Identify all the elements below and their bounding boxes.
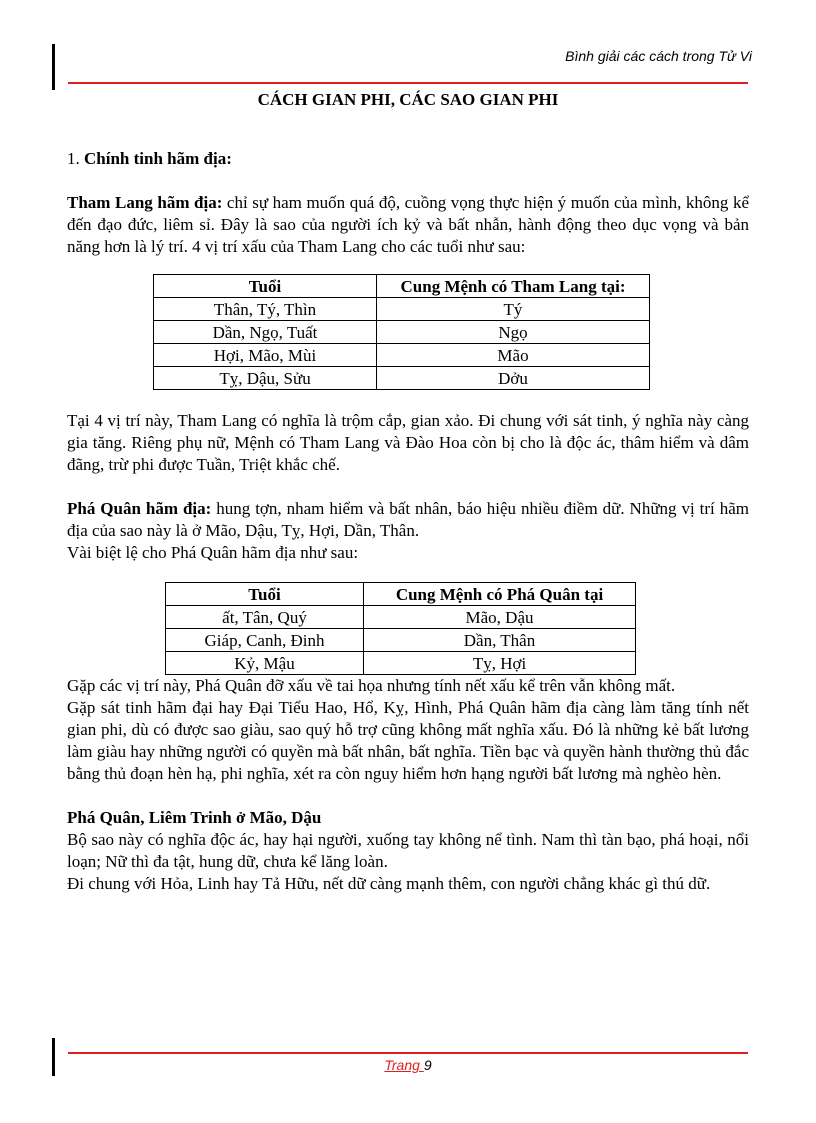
page-label-link[interactable]: Trang xyxy=(384,1057,424,1073)
table-header-row xyxy=(166,583,636,606)
table-row xyxy=(154,321,650,344)
table-row xyxy=(154,298,650,321)
page-footer xyxy=(0,1057,816,1073)
table-cell: Dởu xyxy=(377,367,650,390)
pq-lt-paragraph-1: Bộ sao này có nghĩa độc ác, hay hại người, xuống tay không nể tình. Nam thì tàn bạo, phá hoại, nổi loạn; Nữ thì đa tật, hung dữ, chưa kể lăng loàn. xyxy=(67,830,749,871)
table-header-row xyxy=(154,275,650,298)
tham-lang-paragraph xyxy=(67,192,749,258)
pq-lt-title: Phá Quân, Liêm Trinh ở Mão, Dậu xyxy=(67,808,322,827)
pha-quan-intro: Vài biệt lệ cho Phá Quân hãm địa như sau: xyxy=(67,543,359,562)
table-row xyxy=(154,344,650,367)
pha-quan-note-1: Gặp các vị trí này, Phá Quân đỡ xấu về tai họa nhưng tính nết xấu kể trên vẫn không mất. xyxy=(67,676,676,695)
pha-quan-note-2: Gặp sát tinh hãm đại hay Đại Tiểu Hao, Hổ, Kỵ, Hình, Phá Quân hãm địa càng làm tăng tính nết gian phi, dù có được sao giàu, sao quý hỗ trợ cũng không mất nghĩa xấu. Đó là những kẻ bất lương làm giàu hay những người có quyền mà bất nhân, bất nghĩa. Tiền bạc và quyền hành thường thủ đắc bằng thủ đoạn hèn hạ, phi nghĩa, xét ra còn nguy hiểm hơn hạng người bất lương mà nghèo hèn. xyxy=(67,698,749,783)
table-header-cell: Tuổi xyxy=(166,583,364,606)
document-body xyxy=(67,148,749,895)
table-cell: Dần, Thân xyxy=(364,629,636,652)
table-header-cell: Cung Mệnh có Phá Quân tại xyxy=(364,583,636,606)
table-cell: Giáp, Canh, Đinh xyxy=(166,629,364,652)
table-cell: Kỷ, Mậu xyxy=(166,652,364,675)
pq-lt-heading xyxy=(67,807,749,829)
pq-lt-paragraph-2: Đi chung với Hỏa, Linh hay Tả Hữu, nết dữ càng mạnh thêm, con người chẳng khác gì thú dữ. xyxy=(67,874,711,893)
table-cell: Mão xyxy=(377,344,650,367)
footer-rule xyxy=(68,1052,748,1054)
tham-lang-note: Tại 4 vị trí này, Tham Lang có nghĩa là trộm cắp, gian xảo. Đi chung với sát tinh, ý nghĩa này càng gia tăng. Riêng phụ nữ, Mệnh có Tham Lang và Đào Hoa còn bị cho là độc ác, thâm hiểm và dâm đãng, trừ phi được Tuần, Triệt khắc chế. xyxy=(67,411,749,474)
pha-quan-paragraph xyxy=(67,498,749,542)
table-row xyxy=(166,629,636,652)
table-header-cell: Cung Mệnh có Tham Lang tại: xyxy=(377,275,650,298)
table-cell: ất, Tân, Quý xyxy=(166,606,364,629)
section-number: 1. xyxy=(67,149,84,168)
table-cell: Ngọ xyxy=(377,321,650,344)
table-row xyxy=(166,606,636,629)
tham-lang-text: chỉ sự ham muốn quá độ, cuồng vọng thực hiện ý muốn của mình, không kể đến đạo đức, liêm sỉ. Đây là sao của người ích kỷ và bất nhẫn, hành động theo dục vọng và bản năng hơn là lý trí. 4 vị trí xấu của Tham Lang cho các tuổi như sau: xyxy=(67,193,749,256)
table-row xyxy=(166,652,636,675)
table-cell: Dần, Ngọ, Tuất xyxy=(154,321,377,344)
table-cell: Tỵ, Hợi xyxy=(364,652,636,675)
page-title: CÁCH GIAN PHI, CÁC SAO GIAN PHI xyxy=(257,90,559,109)
header-rule xyxy=(68,82,748,84)
page-number: 9 xyxy=(423,1057,432,1073)
tham-lang-lead: Tham Lang hãm địa: xyxy=(67,193,223,212)
pha-quan-lead: Phá Quân hãm địa: xyxy=(67,499,212,518)
header-margin-bar xyxy=(52,44,55,90)
pha-quan-table xyxy=(165,582,636,675)
table-cell: Tý xyxy=(377,298,650,321)
table-header-cell: Tuổi xyxy=(154,275,377,298)
table-cell: Hợi, Mão, Mùi xyxy=(154,344,377,367)
tham-lang-table xyxy=(153,274,650,390)
section-heading xyxy=(67,148,749,170)
running-header: Bình giải các cách trong Tử Vi xyxy=(565,48,752,64)
pha-quan-text: hung tợn, nham hiểm và bất nhân, báo hiệu nhiều điềm dữ. Những vị trí hãm địa của sao này là ở Mão, Dậu, Tỵ, Hợi, Dần, Thân. xyxy=(67,499,749,540)
table-cell: Tỵ, Dậu, Sửu xyxy=(154,367,377,390)
table-row xyxy=(154,367,650,390)
table-cell: Mão, Dậu xyxy=(364,606,636,629)
section-title: Chính tinh hãm địa: xyxy=(84,149,232,168)
table-cell: Thân, Tý, Thìn xyxy=(154,298,377,321)
